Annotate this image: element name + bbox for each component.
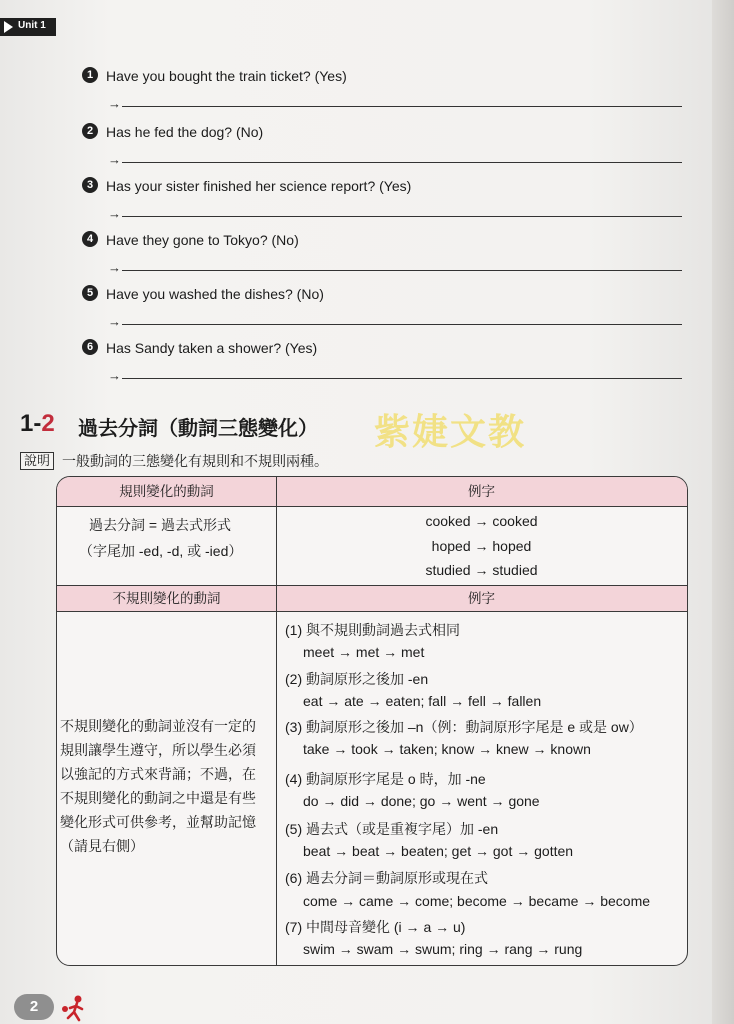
answer-arrow: →: [108, 314, 121, 329]
question-number-badge: 6: [82, 339, 98, 355]
rule-example: meet → met → met: [303, 644, 425, 660]
rule-heading: (7) 中間母音變化 (i → a → u): [285, 919, 466, 935]
publisher-watermark: 紫婕文教: [374, 411, 527, 452]
irregular-desc-line: 不規則變化的動詞之中還是有些: [60, 790, 256, 806]
irregular-header: 不規則變化的動詞: [57, 586, 276, 611]
explanation-text: 一般動詞的三態變化有規則和不規則兩種。: [62, 453, 328, 469]
rule-heading: (6) 過去分詞＝動詞原形或現在式: [285, 870, 488, 886]
answer-line[interactable]: [122, 378, 682, 379]
irregular-desc-line: 不規則變化的動詞並沒有一定的: [60, 718, 256, 734]
irregular-desc-line: （請見右側）: [60, 838, 144, 854]
play-arrow-icon: [4, 21, 13, 33]
answer-arrow: →: [108, 96, 121, 111]
unit-label: Unit 1: [18, 20, 46, 31]
question-number-badge: 1: [82, 67, 98, 83]
section-number-suffix: 2: [41, 410, 55, 437]
answer-line[interactable]: [122, 270, 682, 271]
question-text: Have they gone to Tokyo? (No): [106, 232, 299, 248]
question-text: Have you bought the train ticket? (Yes): [106, 68, 347, 84]
rule-heading: (5) 過去式（或是重複字尾）加 -en: [285, 821, 499, 837]
question-number-badge: 5: [82, 285, 98, 301]
question-number-badge: 3: [82, 177, 98, 193]
question-number-badge: 2: [82, 123, 98, 139]
section-title: 過去分詞（動詞三態變化）: [78, 418, 318, 440]
question-text: Has he fed the dog? (No): [106, 124, 264, 140]
irregular-examples-header: 例字: [276, 586, 687, 611]
rule-example: do → did → done; go → went → gone: [303, 793, 540, 809]
divider: [57, 611, 687, 612]
verb-forms-table: [56, 476, 688, 966]
question-text: Have you washed the dishes? (No): [106, 286, 324, 302]
irregular-desc-line: 規則讓學生遵守，所以學生必須: [60, 742, 256, 758]
page-number-badge: 2: [14, 994, 54, 1020]
rule-heading: (1) 與不規則動詞過去式相同: [285, 622, 460, 638]
rule-heading: (4) 動詞原形字尾是 o 時，加 -ne: [285, 771, 486, 787]
page-spine-shadow: [712, 0, 734, 1024]
runner-mascot-icon: [60, 994, 90, 1024]
answer-line[interactable]: [122, 216, 682, 217]
answer-line[interactable]: [122, 324, 682, 325]
explanation-tag: 說明: [20, 452, 54, 470]
regular-desc-line: 過去分詞 = 過去式形式: [89, 517, 231, 533]
answer-arrow: →: [108, 152, 121, 167]
rule-example: beat → beat → beaten; get → got → gotten: [303, 843, 574, 859]
irregular-desc-line: 以強記的方式來背誦；不過，在: [60, 766, 256, 782]
column-divider: [276, 477, 277, 965]
question-text: Has your sister finished her science report? (Yes): [106, 178, 412, 194]
regular-example: studied → studied: [425, 562, 538, 578]
regular-example: hoped → hoped: [431, 538, 532, 554]
rule-example: eat → ate → eaten; fall → fell → fallen: [303, 693, 542, 709]
regular-example: cooked → cooked: [425, 513, 538, 529]
answer-line[interactable]: [122, 106, 682, 107]
rule-heading: (2) 動詞原形之後加 -en: [285, 671, 429, 687]
section-number-prefix: 1-: [20, 410, 42, 437]
answer-arrow: →: [108, 260, 121, 275]
rule-example: take → took → taken; know → knew → known: [303, 741, 591, 757]
answer-arrow: →: [108, 206, 121, 221]
rule-example: come → came → come; become → became → become: [303, 893, 651, 909]
unit-tab: [0, 18, 56, 36]
irregular-description: [60, 714, 272, 858]
regular-examples-header: 例字: [276, 477, 687, 506]
irregular-desc-line: 變化形式可供參考，並幫助記憶: [60, 814, 256, 830]
question-number-badge: 4: [82, 231, 98, 247]
rule-example: swim → swam → swum; ring → rang → rung: [303, 941, 583, 957]
divider: [57, 506, 687, 507]
question-text: Has Sandy taken a shower? (Yes): [106, 340, 318, 356]
regular-header: 規則變化的動詞: [57, 477, 276, 506]
answer-line[interactable]: [122, 162, 682, 163]
answer-arrow: →: [108, 368, 121, 383]
section-number: [20, 410, 55, 438]
rule-heading: (3) 動詞原形之後加 –n（例：動詞原形字尾是 e 或是 ow）: [285, 719, 643, 735]
regular-desc-line: （字尾加 -ed, -d, 或 -ied）: [79, 543, 243, 559]
